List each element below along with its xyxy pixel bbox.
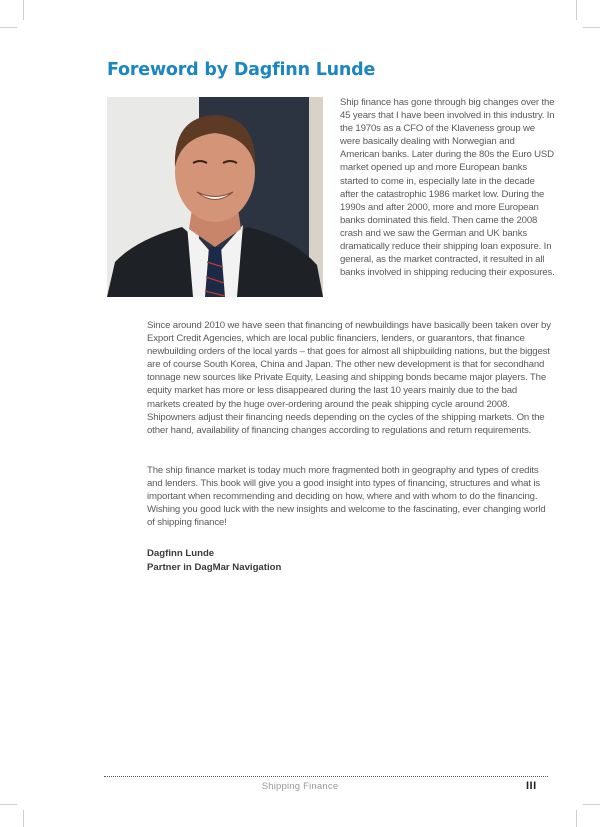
crop-mark-top-left-v <box>23 0 24 20</box>
crop-mark-bottom-left-h <box>0 804 17 805</box>
page-title: Foreword by Dagfinn Lunde <box>107 60 376 80</box>
signature-name: Dagfinn Lunde <box>147 548 215 559</box>
crop-mark-top-right-v <box>576 0 577 20</box>
crop-mark-bottom-left-v <box>23 810 24 827</box>
crop-mark-top-right-h <box>583 27 600 28</box>
footer-divider <box>104 776 548 777</box>
footer-book-title: Shipping Finance <box>261 781 339 792</box>
page-number: III <box>526 780 537 792</box>
signature-role: Partner in DagMar Navigation <box>147 562 282 573</box>
author-photo <box>107 97 323 297</box>
crop-mark-bottom-right-h <box>583 804 600 805</box>
body-paragraph-2: Since around 2010 we have seen that financing of newbuildings have basically been taken over by Export Credit Agencies, which are local public financiers, lenders, or guarantors, that finance newbuilding orders of the local yards – that goes for almost all shipbuilding nations, but the biggest are of course South Korea, China and Japan. The other new development is that for secondhand tonnage new sources like Private Equity, Leasing and shipping bonds became major players. The equity market has more or less disappeared during the last 10 years mainly due to the bad markets created by the huge over-ordering around the peak shipping cycle around 2008. Shipowners adjust their financing needs depending on the cycles of the shipping markets. On the other hand, availability of financing changes according to regulations and return requirements. <box>147 320 551 436</box>
body-paragraph-3: The ship finance market is today much more fragmented both in geography and types of credits and lenders. This book will give you a good insight into types of financing, structures and what is important when recommending and deciding on how, where and with whom to do the financing. Wishing you good luck with the new insights and welcome to the fascinating, ever changing world of shipping finance! <box>147 465 546 529</box>
signature-block <box>147 547 281 575</box>
intro-paragraph: Ship finance has gone through big changes over the 45 years that I have been involved in this industry. In the 1970s as a CFO of the Klaveness group we were basically dealing with Norwegian and American banks. Later during the 80s the Euro USD market opened up and more European banks started to come in, especially late in the decade after the catastrophic 1986 market low. During the 1990s and after 2000, more and more European banks dominated this field. Then came the 2008 crash and we saw the German and UK banks dramatically reduce their shipping loan exposure. In general, as the market contracted, it resulted in all banks involved in shipping reducing their exposures. <box>340 97 555 279</box>
portrait-illustration <box>107 97 323 297</box>
crop-mark-bottom-right-v <box>576 810 577 827</box>
crop-mark-top-left-h <box>0 27 17 28</box>
